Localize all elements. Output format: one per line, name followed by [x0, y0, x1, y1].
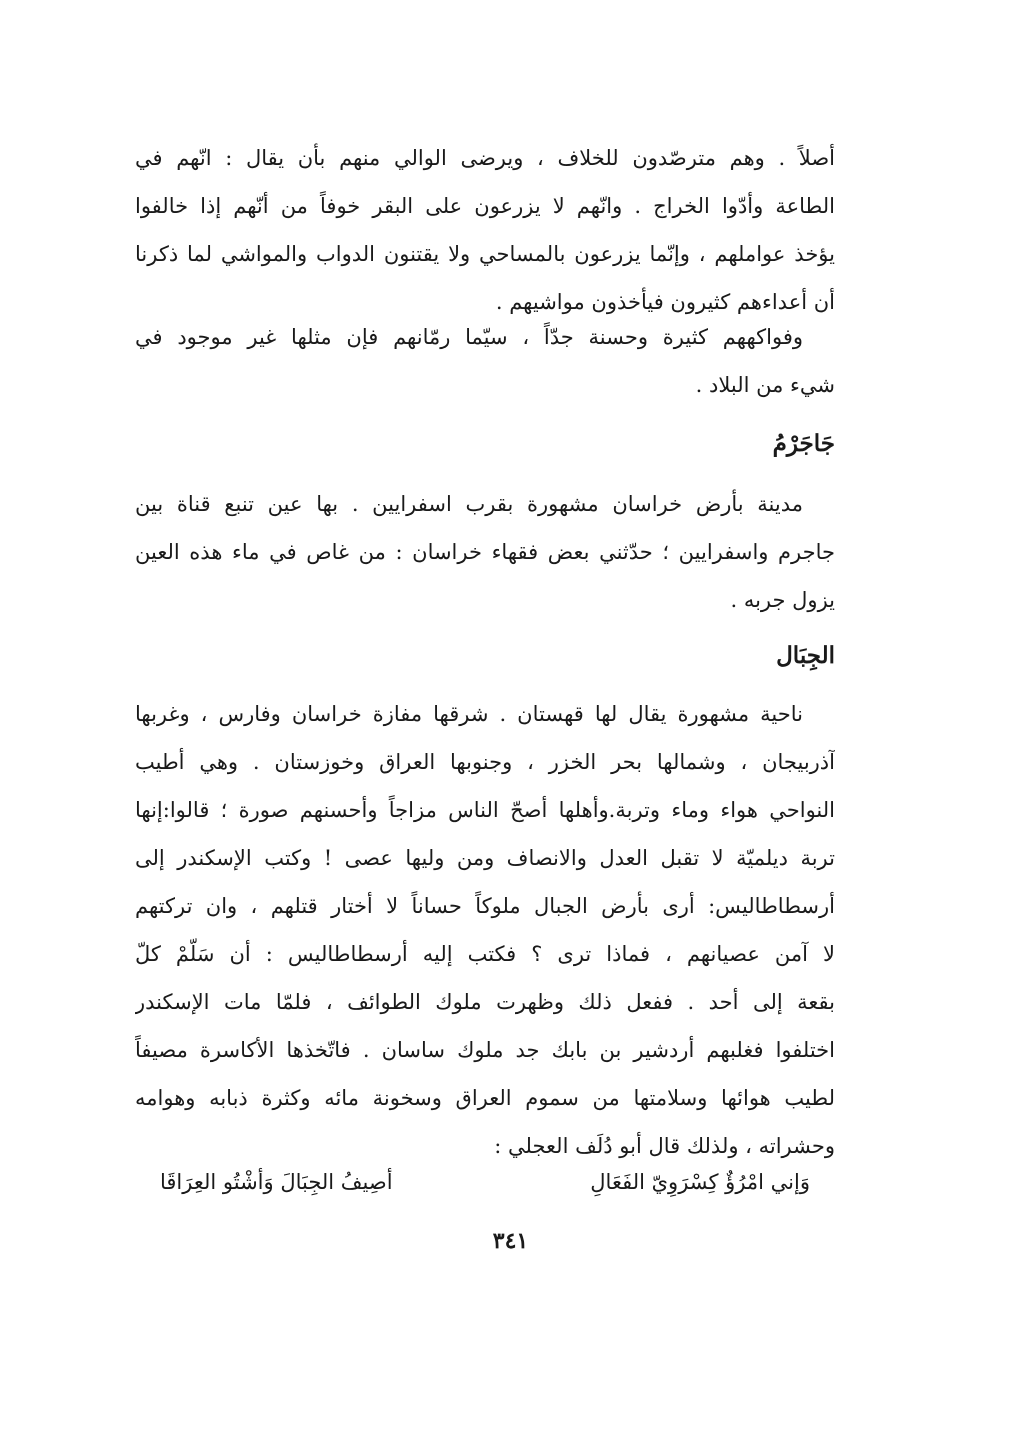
text-line: لطيب هوائها وسلامتها من سموم العراق وسخونة مائه وكثرة ذبابه وهوامه — [135, 1086, 835, 1110]
text-line: شيء من البلاد . — [695, 373, 835, 397]
text-line: آذربيجان ، وشمالها بحر الخزر ، وجنوبها العراق وخوزستان . وهي أطيب — [135, 750, 835, 774]
text-line: لا آمن عصيانهم ، فماذا ترى ؟ فكتب إليه أرسطاطاليس : أن سَلّمْ كلّ — [135, 942, 835, 966]
text-line: أرسطاطاليس: أرى بأرض الجبال ملوكاً حساناً لا أختار قتلهم ، وان تركتهم — [135, 894, 835, 918]
text-line: وفواكههم كثيرة وحسنة جدّاً ، سيّما رمّانهم فإن مثلها غير موجود في — [135, 325, 803, 349]
text-line: يؤخذ عواملهم ، وإنّما يزرعون بالمساحي ولا يقتنون الدواب والمواشي لما ذكرنا — [135, 242, 835, 266]
page-number: ٣٤١ — [492, 1228, 529, 1254]
entry-heading-jajarm: جَاجَرْمُ — [772, 430, 835, 457]
poetry-verse — [160, 1158, 810, 1206]
text-line: بقعة إلى أحد . ففعل ذلك وظهرت ملوك الطوائف ، فلمّا مات الإسكندر — [135, 990, 835, 1014]
text-line: أصلاً . وهم مترصّدون للخلاف ، ويرضى الوالي منهم بأن يقال : انّهم في — [135, 146, 835, 170]
text-line: مدينة بأرض خراسان مشهورة بقرب اسفرايين . بها عين تنبع قناة بين — [135, 492, 803, 516]
paragraph-4 — [135, 690, 835, 1170]
text-line: النواحي هواء وماء وتربة.وأهلها أصحّ الناس مزاجاً وأحسنهم صورة ؛ قالوا:إنها — [135, 798, 835, 822]
text-line: جاجرم واسفرايين ؛ حدّثني بعض فقهاء خراسان : من غاص في ماء هذه العين — [135, 540, 835, 564]
text-line: ناحية مشهورة يقال لها قهستان . شرقها مفازة خراسان وفارس ، وغربها — [135, 702, 803, 726]
text-line: يزول جربه . — [730, 588, 835, 612]
text-line: الطاعة وأدّوا الخراج . وانّهم لا يزرعون على البقر خوفاً من أنّهم إذا خالفوا — [135, 194, 835, 218]
text-line: وحشراته ، ولذلك قال أبو دُلَف العجلي : — [494, 1134, 835, 1158]
paragraph-1 — [135, 134, 835, 326]
text-line: أن أعداءهم كثيرون فيأخذون مواشيهم . — [495, 290, 835, 314]
paragraph-3 — [135, 480, 835, 624]
entry-heading-jibal: الجِبَال — [776, 642, 835, 669]
text-line: اختلفوا فغلبهم أردشير بن بابك جد ملوك ساسان . فاتّخذها الأكاسرة مصيفاً — [135, 1038, 835, 1062]
verse-second-hemistich: أصِيفُ الجِبَالَ وَأشْتُو العِرَاقَا — [160, 1170, 393, 1194]
paragraph-2 — [135, 313, 835, 409]
text-line: تربة ديلميّة لا تقبل العدل والانصاف ومن وليها عصى ! وكتب الإسكندر إلى — [135, 846, 835, 870]
verse-first-hemistich: وَإني امْرُؤٌ كِسْرَوِيّ الفَعَالِ — [590, 1170, 810, 1194]
